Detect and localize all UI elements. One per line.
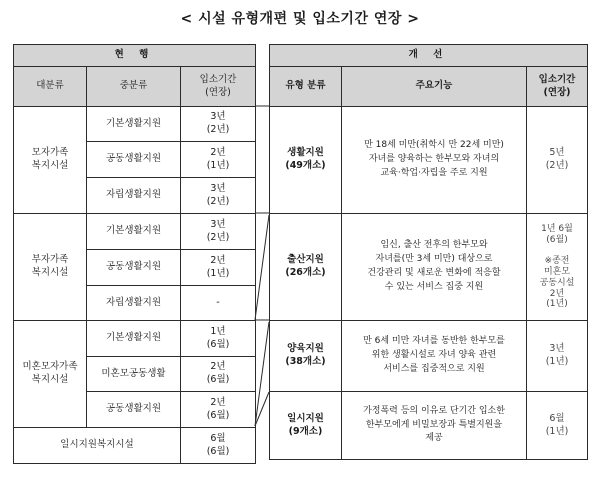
major-category: 미혼모자가족 복지시설 [14,321,87,428]
period-cell: 6월 (1년) [527,392,588,460]
col-minor-category: 중분류 [87,67,181,107]
function-cell: 가정폭력 등의 이유로 단기간 입소한 한부모에게 비밀보장과 특별지원을 제공 [342,392,527,460]
col-period: 입소기간 (연장) [181,67,256,107]
period-cell: 3년 (2년) [181,107,256,142]
major-category: 일시지원복지시설 [14,428,181,464]
minor-category: 자립생활지원 [87,286,181,321]
minor-category: 자립생활지원 [87,178,181,214]
minor-category: 공동생활지원 [87,250,181,286]
period-cell: 5년 (2년) [527,107,588,214]
col-type: 유형 분류 [270,67,342,107]
period-cell: 3년 (2년) [181,214,256,250]
period-cell: 1년 (6월) [181,321,256,357]
period-cell: 2년 (1년) [181,250,256,286]
minor-category: 공동생활지원 [87,142,181,178]
page-title: < 시설 유형개편 및 입소기간 연장 > [180,11,420,27]
minor-category: 기본생활지원 [87,107,181,142]
minor-category: 공동생활지원 [87,392,181,428]
function-cell: 만 18세 미만(취학시 만 22세 미만) 자녀를 양육하는 한부모와 자녀의 교육·학업·자립을 주로 지원 [342,107,527,214]
current-system-table [13,44,256,464]
minor-category: 기본생활지원 [87,214,181,250]
major-category: 모자가족 복지시설 [14,107,87,214]
current-header: 현 행 [14,45,256,67]
col-function: 주요기능 [342,67,527,107]
type-cell: 일시지원 (9개소) [270,392,342,460]
period-cell: 1년 6월 (6월) ※종전 미혼모 공동시설 2년 (1년) [527,214,588,321]
type-cell: 출산지원 (26개소) [270,214,342,321]
improved-system-table [269,44,588,460]
type-cell: 생활지원 (49개소) [270,107,342,214]
period-cell: 2년 (6월) [181,392,256,428]
period-cell: 2년 (6월) [181,357,256,392]
function-cell: 만 6세 미만 자녀를 동반한 한부모를 위한 생활시설로 자녀 양육 관련 서비스를 집중적으로 지원 [342,321,527,392]
col-major-category: 대분류 [14,67,87,107]
period-cell: 2년 (1년) [181,142,256,178]
period-cell: 3년 (2년) [181,178,256,214]
period-cell: 6월 (6월) [181,428,256,464]
period-cell: - [181,286,256,321]
function-cell: 임신, 출산 전후의 한부모와 자녀를(만 3세 미만) 대상으로 건강관리 및 새로운 변화에 적응할 수 있는 서비스 집중 지원 [342,214,527,321]
improved-header: 개 선 [270,45,588,67]
minor-category: 기본생활지원 [87,321,181,357]
period-cell: 3년 (1년) [527,321,588,392]
col-period: 입소기간 (연장) [527,67,588,107]
major-category: 부자가족 복지시설 [14,214,87,321]
type-cell: 양육지원 (38개소) [270,321,342,392]
minor-category: 미혼모공동생활 [87,357,181,392]
